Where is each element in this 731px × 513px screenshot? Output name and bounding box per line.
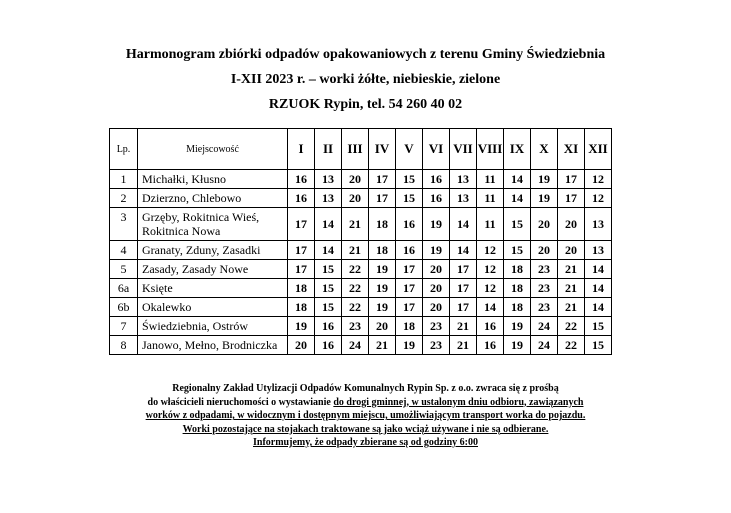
collection-day-cell: 18 bbox=[369, 241, 396, 260]
collection-day-cell: 23 bbox=[531, 260, 558, 279]
collection-day-cell: 20 bbox=[423, 279, 450, 298]
row-place-name: Janowo, Mełno, Brodniczka bbox=[138, 336, 288, 355]
collection-day-cell: 15 bbox=[504, 241, 531, 260]
collection-day-cell: 17 bbox=[396, 279, 423, 298]
collection-day-cell: 20 bbox=[558, 208, 585, 241]
collection-day-cell: 15 bbox=[504, 208, 531, 241]
schedule-title: Harmonogram zbiórki odpadów opakowaniowych z terenu Gminy Świedziebnia bbox=[125, 47, 606, 62]
collection-day-cell: 23 bbox=[531, 279, 558, 298]
collection-day-cell: 24 bbox=[342, 336, 369, 355]
collection-day-cell: 17 bbox=[369, 189, 396, 208]
collection-day-cell: 11 bbox=[477, 208, 504, 241]
collection-day-cell: 22 bbox=[342, 298, 369, 317]
collection-day-cell: 16 bbox=[396, 241, 423, 260]
collection-day-cell: 17 bbox=[396, 260, 423, 279]
collection-day-cell: 15 bbox=[315, 260, 342, 279]
collection-day-cell: 16 bbox=[288, 189, 315, 208]
row-place-name: Okalewko bbox=[138, 298, 288, 317]
collection-day-cell: 20 bbox=[342, 189, 369, 208]
collection-day-cell: 16 bbox=[423, 170, 450, 189]
collection-schedule-table bbox=[109, 128, 612, 355]
collection-day-cell: 20 bbox=[288, 336, 315, 355]
collection-day-cell: 19 bbox=[369, 298, 396, 317]
table-row bbox=[110, 189, 612, 208]
collection-day-cell: 17 bbox=[450, 279, 477, 298]
column-header-place: Miejscowość bbox=[138, 129, 288, 170]
collection-day-cell: 16 bbox=[315, 336, 342, 355]
collection-day-cell: 14 bbox=[315, 241, 342, 260]
row-number: 4 bbox=[110, 241, 138, 260]
notice-line-2-plain: do właścicieli nieruchomości o wystawianie bbox=[147, 396, 334, 408]
collection-day-cell: 18 bbox=[288, 279, 315, 298]
collection-day-cell: 18 bbox=[504, 298, 531, 317]
row-place-name: Grzęby, Rokitnica Wieś, Rokitnica Nowa bbox=[138, 208, 288, 241]
collection-day-cell: 22 bbox=[342, 260, 369, 279]
table-row bbox=[110, 298, 612, 317]
collection-day-cell: 13 bbox=[450, 170, 477, 189]
collection-day-cell: 20 bbox=[423, 260, 450, 279]
notice-line-2-underlined: do drogi gminnej, w ustalonym dniu odbioru, zawiązanych bbox=[333, 396, 584, 408]
collection-day-cell: 18 bbox=[288, 298, 315, 317]
collection-day-cell: 14 bbox=[477, 298, 504, 317]
collection-day-cell: 14 bbox=[504, 189, 531, 208]
collection-day-cell: 13 bbox=[585, 241, 612, 260]
table-row bbox=[110, 260, 612, 279]
table-header-row bbox=[110, 129, 612, 170]
collection-day-cell: 14 bbox=[504, 170, 531, 189]
collection-day-cell: 17 bbox=[558, 170, 585, 189]
collection-day-cell: 14 bbox=[585, 298, 612, 317]
collection-day-cell: 19 bbox=[423, 208, 450, 241]
table-row bbox=[110, 208, 612, 241]
row-place-name: Dzierzno, Chlebowo bbox=[138, 189, 288, 208]
collection-day-cell: 21 bbox=[558, 298, 585, 317]
operator-contact: RZUOK Rypin, tel. 54 260 40 02 bbox=[268, 97, 463, 112]
column-header-month: VIII bbox=[477, 129, 504, 170]
column-header-month: I bbox=[288, 129, 315, 170]
row-place-name: Granaty, Zduny, Zasadki bbox=[138, 241, 288, 260]
collection-day-cell: 15 bbox=[396, 189, 423, 208]
collection-day-cell: 21 bbox=[558, 279, 585, 298]
row-number: 1 bbox=[110, 170, 138, 189]
table-row bbox=[110, 241, 612, 260]
collection-day-cell: 17 bbox=[288, 260, 315, 279]
collection-day-cell: 18 bbox=[504, 279, 531, 298]
collection-day-cell: 13 bbox=[315, 189, 342, 208]
column-header-month: IV bbox=[369, 129, 396, 170]
collection-day-cell: 24 bbox=[531, 317, 558, 336]
collection-day-cell: 19 bbox=[288, 317, 315, 336]
collection-day-cell: 22 bbox=[558, 336, 585, 355]
row-number: 6a bbox=[110, 279, 138, 298]
collection-day-cell: 13 bbox=[585, 208, 612, 241]
collection-day-cell: 19 bbox=[369, 279, 396, 298]
notice-line-5: Informujemy, że odpady zbierane są od godziny 6:00 bbox=[253, 437, 478, 448]
collection-day-cell: 20 bbox=[531, 208, 558, 241]
column-header-month: XI bbox=[558, 129, 585, 170]
collection-day-cell: 16 bbox=[396, 208, 423, 241]
collection-day-cell: 21 bbox=[369, 336, 396, 355]
collection-day-cell: 17 bbox=[369, 170, 396, 189]
collection-day-cell: 15 bbox=[396, 170, 423, 189]
collection-day-cell: 21 bbox=[342, 241, 369, 260]
collection-day-cell: 12 bbox=[585, 170, 612, 189]
collection-day-cell: 19 bbox=[531, 189, 558, 208]
notice-line-2 bbox=[0, 396, 731, 410]
collection-day-cell: 17 bbox=[396, 298, 423, 317]
table-body bbox=[110, 170, 612, 355]
column-header-month: X bbox=[531, 129, 558, 170]
collection-day-cell: 14 bbox=[450, 241, 477, 260]
row-place-name: Zasady, Zasady Nowe bbox=[138, 260, 288, 279]
table-row bbox=[110, 279, 612, 298]
collection-day-cell: 12 bbox=[585, 189, 612, 208]
row-number: 6b bbox=[110, 298, 138, 317]
collection-day-cell: 19 bbox=[531, 170, 558, 189]
collection-day-cell: 19 bbox=[396, 336, 423, 355]
collection-day-cell: 20 bbox=[531, 241, 558, 260]
row-place-name: Księte bbox=[138, 279, 288, 298]
collection-day-cell: 19 bbox=[504, 336, 531, 355]
collection-day-cell: 21 bbox=[450, 336, 477, 355]
row-number: 5 bbox=[110, 260, 138, 279]
collection-day-cell: 18 bbox=[369, 208, 396, 241]
collection-day-cell: 15 bbox=[315, 298, 342, 317]
collection-day-cell: 15 bbox=[315, 279, 342, 298]
collection-day-cell: 18 bbox=[504, 260, 531, 279]
collection-day-cell: 17 bbox=[450, 298, 477, 317]
collection-day-cell: 20 bbox=[423, 298, 450, 317]
collection-day-cell: 23 bbox=[531, 298, 558, 317]
collection-day-cell: 19 bbox=[423, 241, 450, 260]
collection-day-cell: 15 bbox=[585, 336, 612, 355]
column-header-lp: Lp. bbox=[110, 129, 138, 170]
collection-day-cell: 18 bbox=[396, 317, 423, 336]
notice-line-3: worków z odpadami, w widocznym i dostępnym miejscu, umożliwiającym transport worka do pojazdu. bbox=[145, 410, 586, 421]
collection-day-cell: 19 bbox=[504, 317, 531, 336]
collection-day-cell: 20 bbox=[369, 317, 396, 336]
collection-day-cell: 17 bbox=[288, 208, 315, 241]
column-header-month: XII bbox=[585, 129, 612, 170]
collection-day-cell: 17 bbox=[450, 260, 477, 279]
notice-block bbox=[0, 382, 731, 450]
column-header-month: VII bbox=[450, 129, 477, 170]
schedule-period: I-XII 2023 r. – worki żółte, niebieskie, zielone bbox=[230, 72, 501, 87]
collection-day-cell: 16 bbox=[423, 189, 450, 208]
table-row bbox=[110, 170, 612, 189]
row-place-name: Świedziebnia, Ostrów bbox=[138, 317, 288, 336]
notice-line-4: Worki pozostające na stojakach traktowane są jako wciąż używane i nie są odbierane. bbox=[182, 423, 549, 435]
collection-day-cell: 17 bbox=[288, 241, 315, 260]
collection-day-cell: 21 bbox=[450, 317, 477, 336]
table-row bbox=[110, 336, 612, 355]
collection-day-cell: 17 bbox=[558, 189, 585, 208]
collection-day-cell: 14 bbox=[450, 208, 477, 241]
collection-day-cell: 12 bbox=[477, 260, 504, 279]
column-header-month: II bbox=[315, 129, 342, 170]
collection-day-cell: 20 bbox=[558, 241, 585, 260]
collection-day-cell: 23 bbox=[423, 336, 450, 355]
collection-day-cell: 21 bbox=[342, 208, 369, 241]
table-row bbox=[110, 317, 612, 336]
collection-day-cell: 22 bbox=[342, 279, 369, 298]
row-number: 8 bbox=[110, 336, 138, 355]
collection-day-cell: 12 bbox=[477, 241, 504, 260]
row-number: 2 bbox=[110, 189, 138, 208]
collection-day-cell: 13 bbox=[315, 170, 342, 189]
column-header-month: IX bbox=[504, 129, 531, 170]
collection-day-cell: 11 bbox=[477, 170, 504, 189]
collection-day-cell: 23 bbox=[342, 317, 369, 336]
notice-line-1: Regionalny Zakład Utylizacji Odpadów Komunalnych Rypin Sp. z o.o. zwraca się z prośbą bbox=[172, 383, 559, 394]
column-header-month: III bbox=[342, 129, 369, 170]
collection-day-cell: 12 bbox=[477, 279, 504, 298]
collection-day-cell: 16 bbox=[477, 336, 504, 355]
collection-day-cell: 20 bbox=[342, 170, 369, 189]
collection-day-cell: 21 bbox=[558, 260, 585, 279]
row-number: 3 bbox=[110, 208, 138, 241]
column-header-month: V bbox=[396, 129, 423, 170]
collection-day-cell: 13 bbox=[450, 189, 477, 208]
row-number: 7 bbox=[110, 317, 138, 336]
collection-day-cell: 16 bbox=[288, 170, 315, 189]
collection-day-cell: 23 bbox=[423, 317, 450, 336]
collection-day-cell: 11 bbox=[477, 189, 504, 208]
column-header-month: VI bbox=[423, 129, 450, 170]
collection-day-cell: 14 bbox=[585, 279, 612, 298]
collection-day-cell: 16 bbox=[477, 317, 504, 336]
collection-day-cell: 14 bbox=[315, 208, 342, 241]
collection-day-cell: 19 bbox=[369, 260, 396, 279]
row-place-name: Michałki, Kłusno bbox=[138, 170, 288, 189]
collection-day-cell: 16 bbox=[315, 317, 342, 336]
collection-day-cell: 14 bbox=[585, 260, 612, 279]
collection-day-cell: 15 bbox=[585, 317, 612, 336]
collection-day-cell: 22 bbox=[558, 317, 585, 336]
collection-day-cell: 24 bbox=[531, 336, 558, 355]
